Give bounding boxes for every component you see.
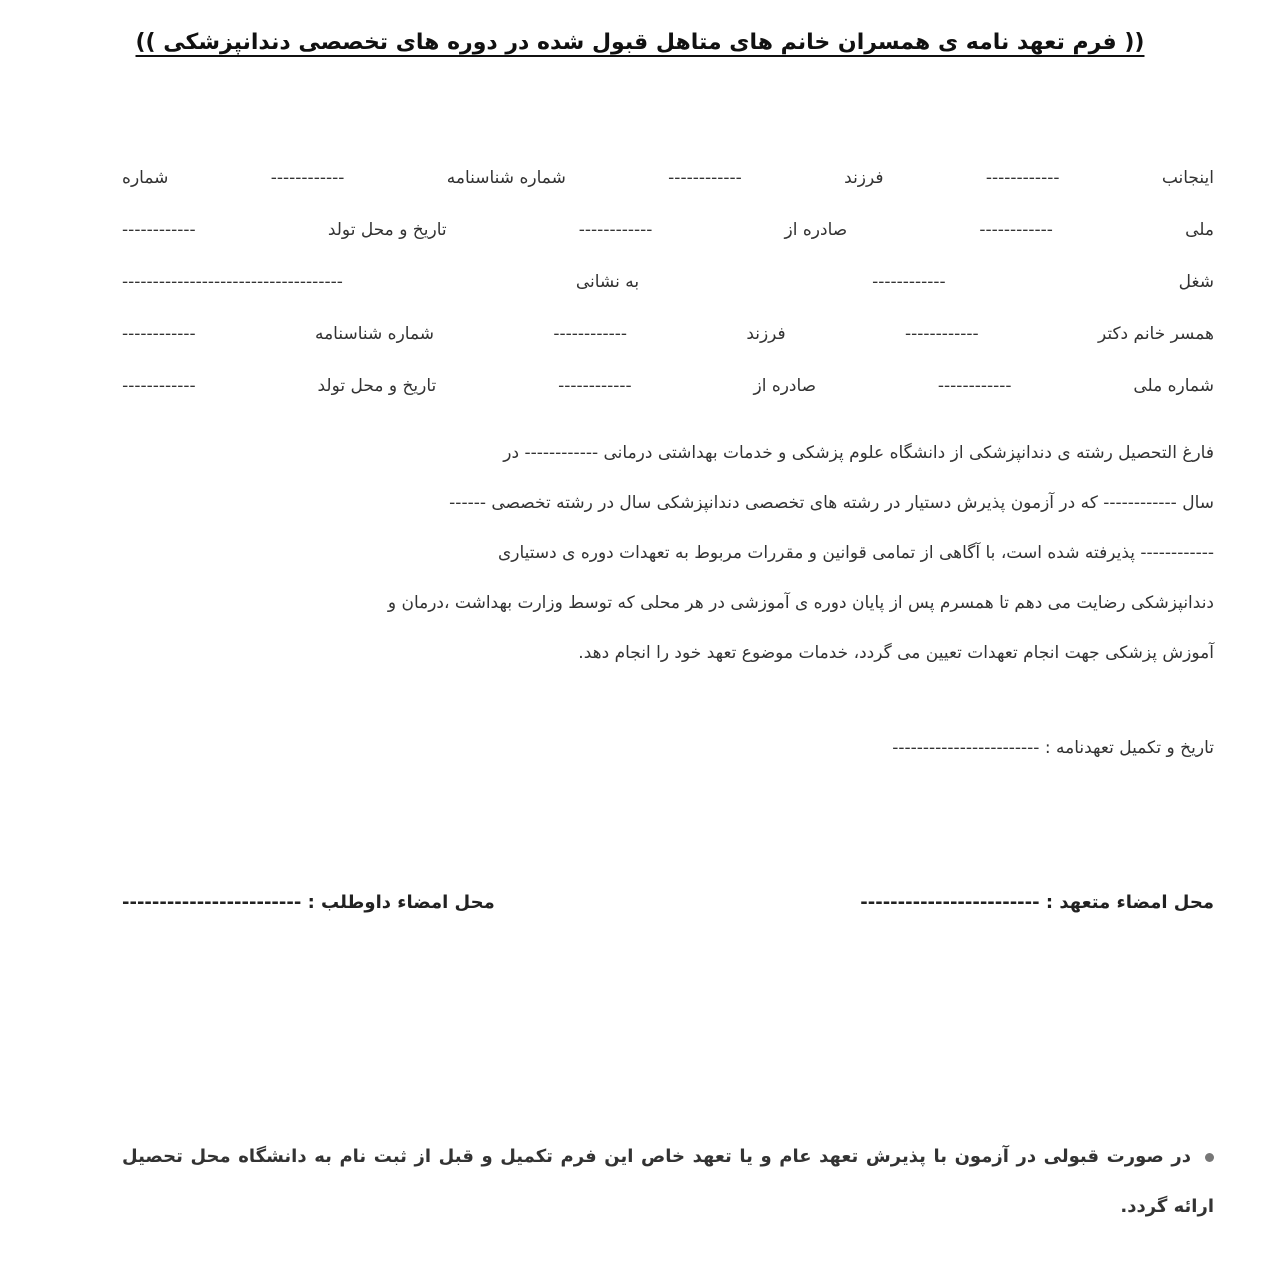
label-wife-child-of: فرزند: [746, 324, 786, 344]
blank-id-number[interactable]: ------------: [270, 168, 345, 188]
blank-wife-name[interactable]: ------------: [905, 324, 979, 344]
blank-national-id[interactable]: ------------: [979, 220, 1053, 240]
form-line-3: [122, 272, 1214, 324]
form-line-4: [122, 324, 1214, 376]
form-fields: [122, 168, 1214, 678]
label-wife-id: شماره شناسنامه: [314, 324, 435, 344]
paragraph-line: دندانپزشکی رضایت می دهم تا همسرم پس از پایان دوره ی آموزشی در هر محلی که توسط وزارت بهداشت ،درمان و: [387, 593, 1214, 613]
blank-job[interactable]: ------------: [872, 272, 946, 292]
blank-issued-from[interactable]: ------------: [578, 220, 653, 240]
blank-name[interactable]: ------------: [985, 168, 1060, 188]
label-number: شماره: [122, 168, 169, 188]
label-national: ملی: [1185, 220, 1214, 240]
label-birth: تاریخ و محل تولد: [327, 220, 447, 240]
blank-wife-father[interactable]: ------------: [553, 324, 627, 344]
paragraph-line: سال ------------ که در آزمون پذیرش دستیار در رشته های تخصصی دندانپزشکی سال در رشته تخصصی ------: [449, 493, 1214, 513]
blank-wife-id[interactable]: ------------: [122, 324, 196, 344]
label-wife-birth: تاریخ و محل تولد: [317, 376, 437, 396]
label-address: به نشانی: [575, 272, 640, 292]
label-child-of: فرزند: [844, 168, 884, 188]
label-wife: همسر خانم دکتر: [1097, 324, 1214, 344]
completion-date[interactable]: تاریخ و تکمیل تعهدنامه : ------------------------: [892, 738, 1214, 758]
paragraph-line: ------------ پذیرفته شده است، با آگاهی از تمامی قوانین و مقررات مربوط به تعهدات دوره ی دستیاری: [497, 543, 1214, 563]
registration-note: [122, 1132, 1214, 1232]
form-line-2: [122, 220, 1214, 272]
label-wife-national: شماره ملی: [1133, 376, 1214, 396]
label-id-number: شماره شناسنامه: [446, 168, 566, 188]
blank-wife-birth[interactable]: ------------: [122, 376, 196, 396]
label-issued-from: صادره از: [784, 220, 848, 240]
blank-wife-national[interactable]: ------------: [937, 376, 1012, 396]
paragraph-line: آموزش پزشکی جهت انجام تعهدات تعیین می گردد، خدمات موضوع تعهد خود را انجام دهد.: [578, 643, 1214, 663]
paragraph-line: فارغ التحصیل رشته ی دندانپزشکی از دانشگاه علوم پزشکی و خدمات بهداشتی درمانی ------------ در: [503, 443, 1214, 463]
bullet-icon: [1205, 1153, 1214, 1162]
signature-row: [122, 892, 1214, 913]
note-text: در صورت قبولی در آزمون با پذیرش تعهد عام و یا تعهد خاص این فرم تکمیل و قبل از ثبت نام به دانشگاه محل تحصیل ارائه گردد.: [122, 1146, 1214, 1217]
title-text: (( فرم تعهد نامه ی همسران خانم های متاهل قبول شده در دوره های تخصصی دندانپزشکی )): [135, 30, 1145, 55]
blank-address[interactable]: ------------------------------------: [122, 272, 343, 292]
form-line-5: [122, 376, 1214, 428]
committed-signature[interactable]: محل امضاء متعهد : ------------------------: [860, 892, 1214, 913]
label-wife-issued: صادره از: [753, 376, 817, 396]
form-line-1: [122, 168, 1214, 220]
label-job: شغل: [1178, 272, 1214, 292]
applicant-signature[interactable]: محل امضاء داوطلب : ------------------------: [122, 892, 495, 913]
label-injaneb: اینجانب: [1161, 168, 1214, 188]
commitment-paragraph: [122, 428, 1214, 678]
blank-wife-issued[interactable]: ------------: [558, 376, 632, 396]
blank-birth[interactable]: ------------: [122, 220, 196, 240]
document-title: [0, 30, 1280, 55]
blank-father-name[interactable]: ------------: [668, 168, 742, 188]
